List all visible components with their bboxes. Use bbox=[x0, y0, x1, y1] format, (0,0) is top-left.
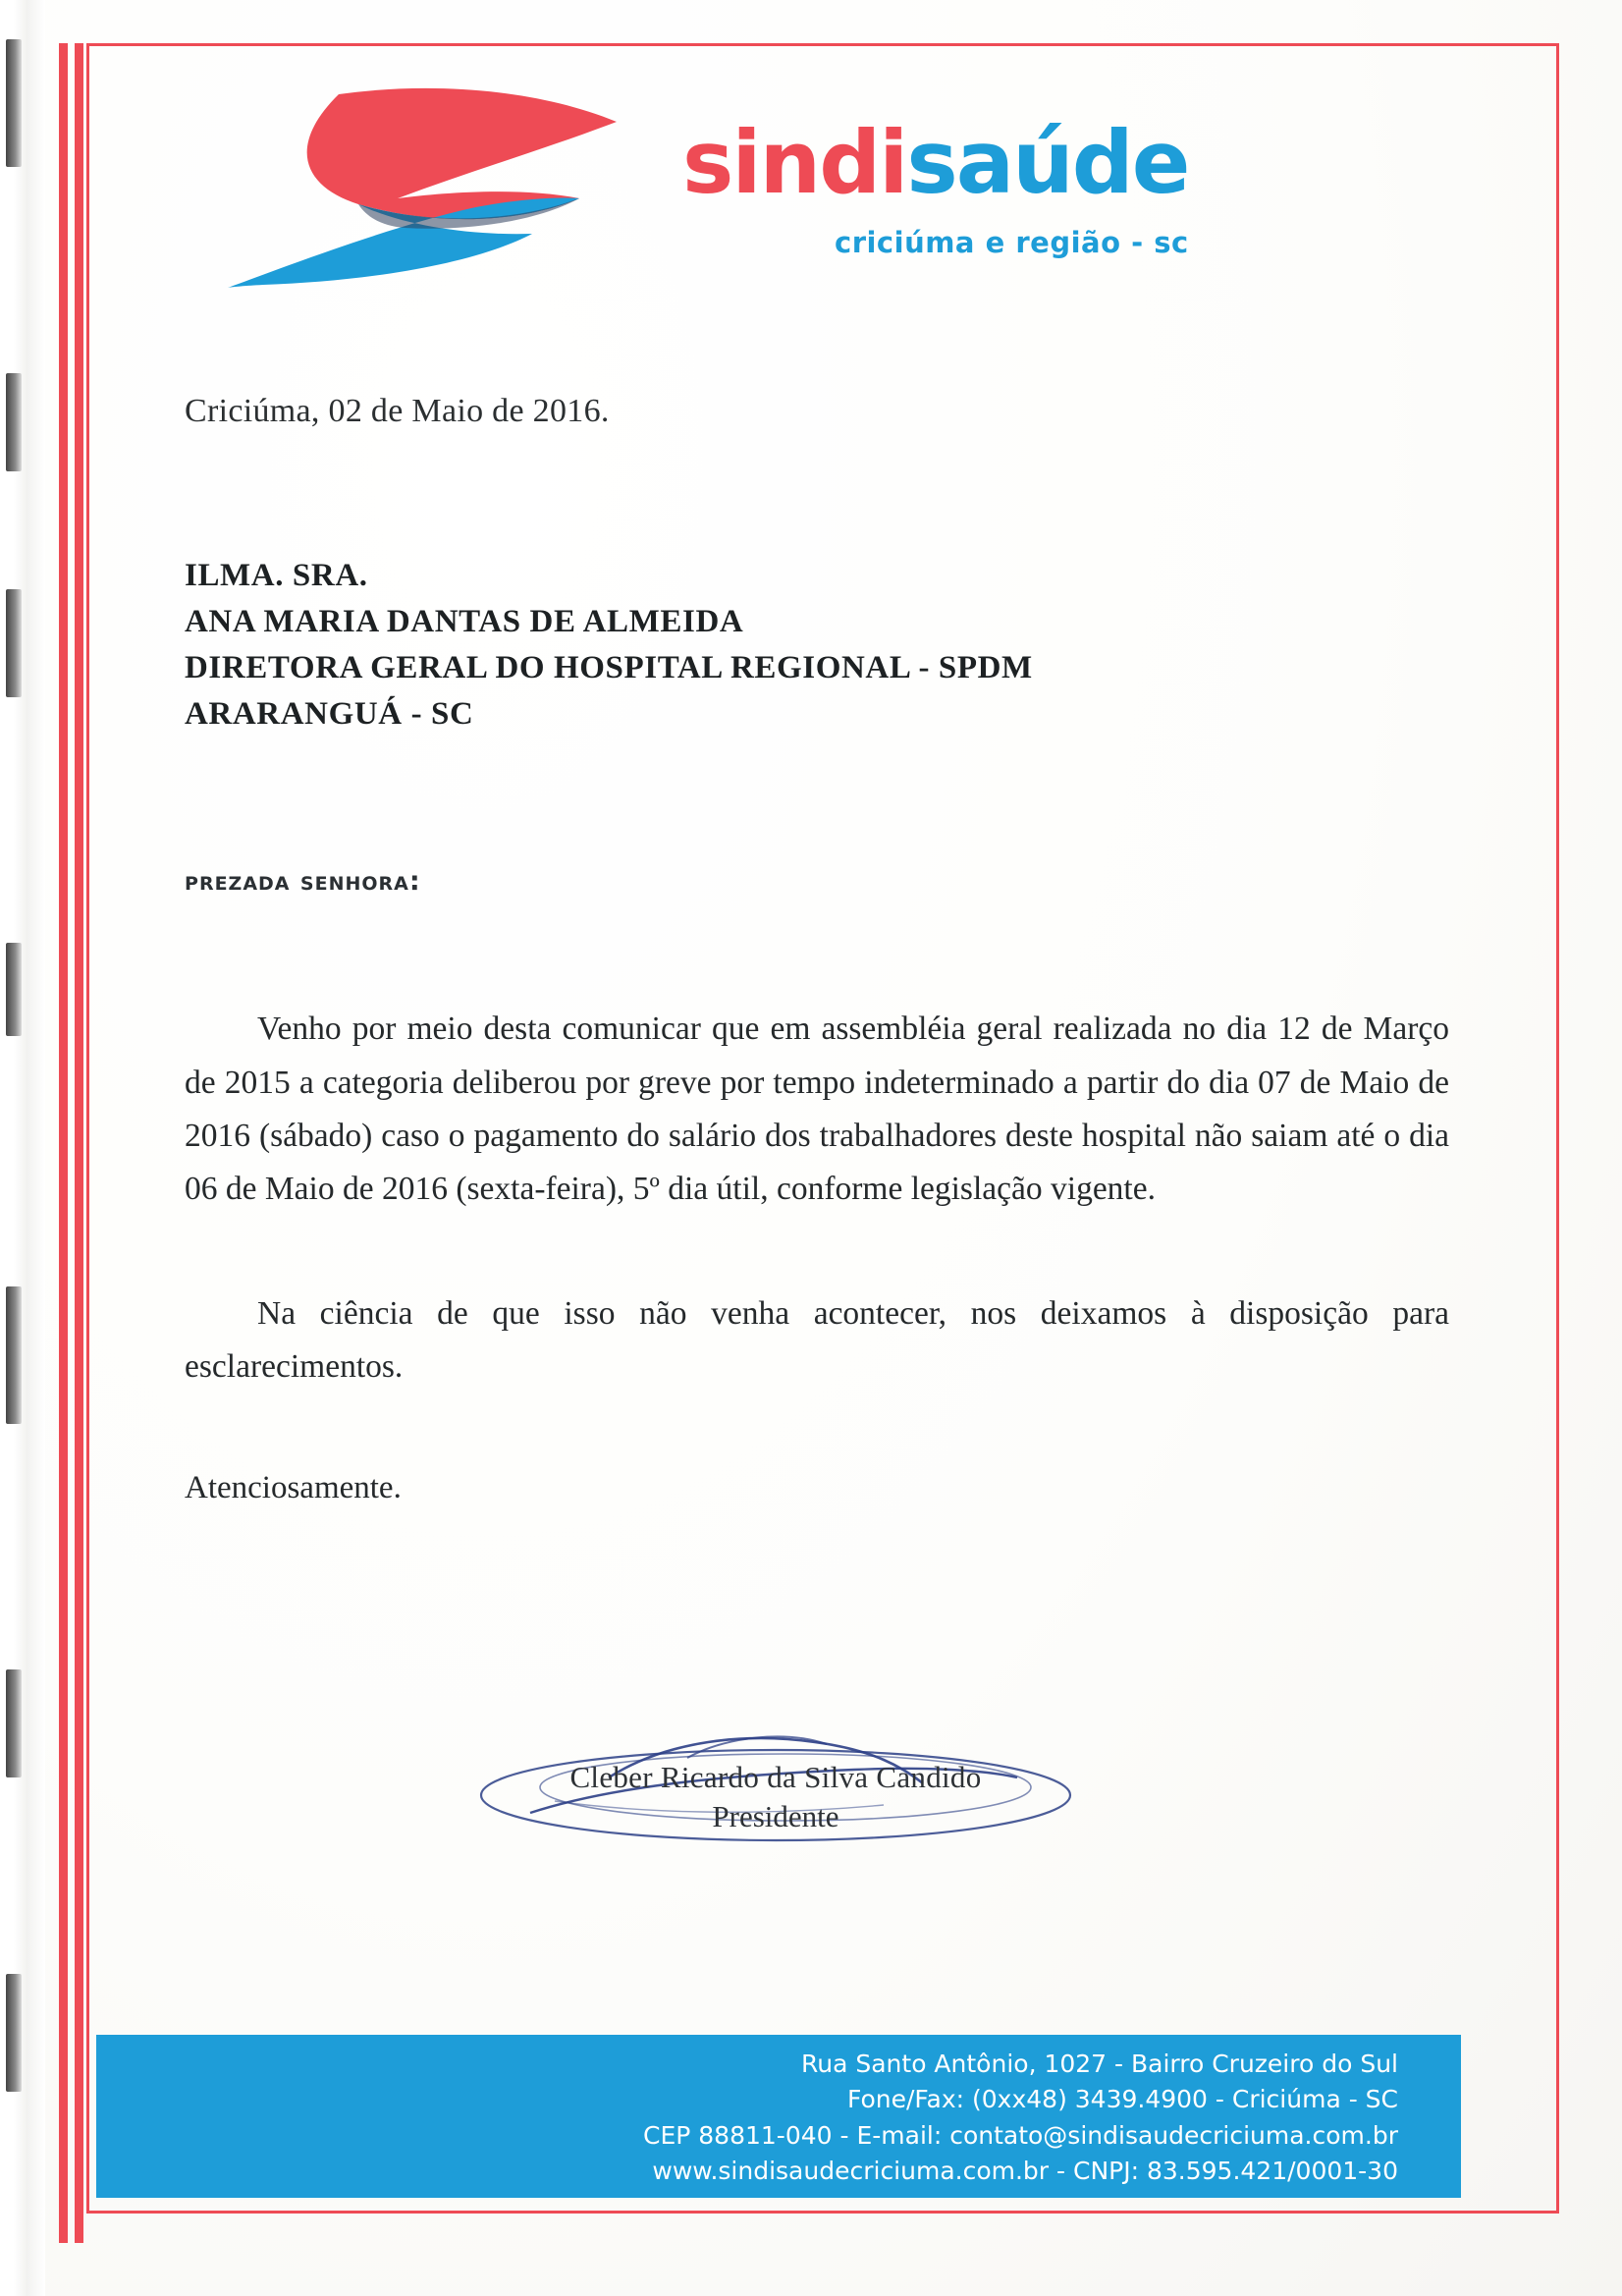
wordmark-saude: saúde bbox=[906, 112, 1189, 213]
date-line: Criciúma, 02 de Maio de 2016. bbox=[185, 393, 610, 429]
scan-gutter bbox=[0, 0, 45, 2296]
footer-email: CEP 88811-040 - E-mail: contato@sindisaudecriciuma.com.br bbox=[643, 2120, 1398, 2150]
footer-address: Rua Santo Antônio, 1027 - Bairro Cruzeiro do Sul bbox=[801, 2050, 1398, 2078]
closing-line: Atenciosamente. bbox=[185, 1470, 402, 1506]
signature-name: Cleber Ricardo da Silva Candido bbox=[569, 1760, 982, 1794]
signature-block bbox=[461, 1719, 1090, 1895]
addressee-line: ILMA. SRA. bbox=[185, 558, 368, 593]
footer-contact-block bbox=[96, 2035, 1461, 2198]
signature-role: Presidente bbox=[712, 1799, 839, 1833]
letter-body bbox=[185, 393, 1520, 1506]
brand-tagline: criciúma e região - sc bbox=[835, 226, 1189, 259]
addressee-line: DIRETORA GERAL DO HOSPITAL REGIONAL - SPDM bbox=[185, 649, 1033, 685]
addressee-block bbox=[185, 553, 1520, 737]
paragraph-two: Na ciência de que isso não venha acontecer, nos deixamos à disposição para esclarecimentos. bbox=[185, 1294, 1449, 1385]
left-accent-bar-inner bbox=[75, 43, 83, 2243]
salutation: prezada senhora: bbox=[185, 866, 421, 898]
paragraph-one: Venho por meio desta comunicar que em assembléia geral realizada no dia 12 de Março de 2015 a categoria deliberou por greve por tempo indeterminado a partir do dia 07 de Maio de 2016 (sábado) caso o pagamento do salário dos trabalhadores deste hospital não saiam até o dia 06 de Maio de 2016 (sexta-feira), 5º dia útil, conforme legislação vigente. bbox=[185, 1011, 1449, 1208]
brand-wordmark bbox=[682, 112, 1189, 213]
footer-phone: Fone/Fax: (0xx48) 3439.4900 - Criciúma - SC bbox=[847, 2085, 1398, 2114]
s-swoosh-logo-icon bbox=[226, 77, 638, 293]
letterhead bbox=[147, 69, 1404, 295]
addressee-line: ARARANGUÁ - SC bbox=[185, 695, 474, 732]
wordmark-sindi: sindi bbox=[682, 112, 907, 213]
left-accent-bar-outer bbox=[59, 43, 68, 2243]
footer-website: www.sindisaudecriciuma.com.br - CNPJ: 83.595.421/0001-30 bbox=[652, 2156, 1398, 2185]
addressee-line: ANA MARIA DANTAS DE ALMEIDA bbox=[185, 603, 744, 639]
